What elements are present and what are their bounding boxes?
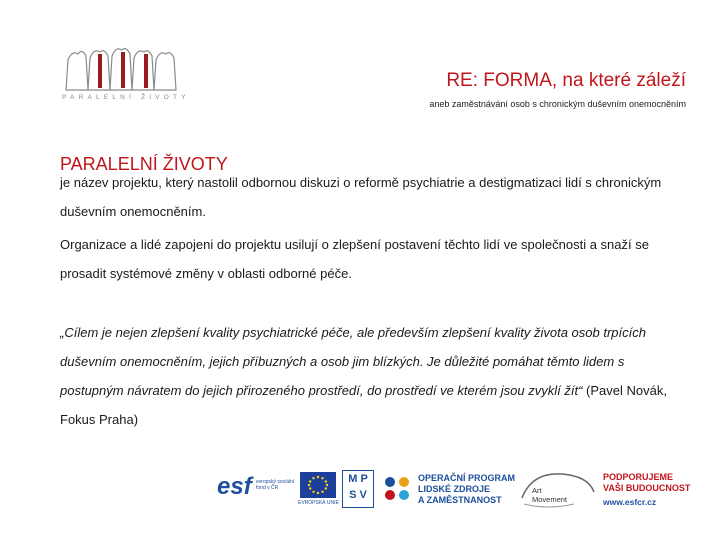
quote-text: „Cílem je nejen zlepšení kvality psychiatrické péče, ale především zlepšení kvality života osob trpících duševním onemocněním, jejich příbuzných a osob jim blízkých. Je důležité pomáhat těmto lidem s postupným návratem do jejich přirozeného prostředí, do prostředí ve kterém jsou zvyklí žít“ [60, 325, 646, 398]
support-line1: PODPORUJEME [603, 472, 674, 482]
art-line1: Art [532, 486, 542, 495]
mpsv-logo [342, 470, 374, 508]
page-subtitle: aneb zaměstnávání osob s chronickým duševním onemocněním [429, 99, 686, 109]
op-line2: LIDSKÉ ZDROJE [418, 484, 491, 494]
support-url: www.esfcr.cz [603, 497, 657, 507]
art-movement-text [532, 486, 567, 504]
op-line3: A ZAMĚSTNANOST [418, 495, 502, 505]
esf-mark: esf [217, 473, 252, 500]
op-lzz-icon [380, 474, 416, 504]
eu-caption: EVROPSKÁ UNIE [298, 500, 339, 506]
section-heading: PARALELNÍ ŽIVOTY [60, 154, 228, 174]
paragraph-intro: je název projektu, který nastolil odbornou diskuzi o reformě psychiatrie a destigmatizaci lidí s chronickým duševním onemocněním. [60, 175, 662, 219]
quote-attribution: (Pavel Novák, Fokus Praha) [60, 383, 667, 427]
op-lzz-text [418, 473, 515, 506]
support-slogan [603, 472, 690, 494]
paragraph-organizations: Organizace a lidé zapojeni do projektu usilují o zlepšení postavení těchto lidí ve společnosti a snaží se prosadit systémové změny v oblasti odborné péče. [60, 237, 649, 281]
esf-caption: evropský sociální fond v ČR [256, 479, 295, 491]
op-line1: OPERAČNÍ PROGRAM [418, 473, 516, 483]
art-line2: Movement [532, 495, 568, 504]
support-line2: VAŠI BUDOUCNOST [603, 483, 691, 493]
page-title: RE: FORMA, na které záleží [446, 70, 686, 91]
mpsv-line2: S V [349, 489, 367, 501]
logo-caption: PARALELNÍ ŽIVOTY [62, 94, 190, 101]
quote-block [60, 318, 690, 434]
eu-flag-icon [300, 472, 336, 498]
mpsv-line1: M P [348, 473, 368, 485]
esf-logo [217, 469, 297, 509]
